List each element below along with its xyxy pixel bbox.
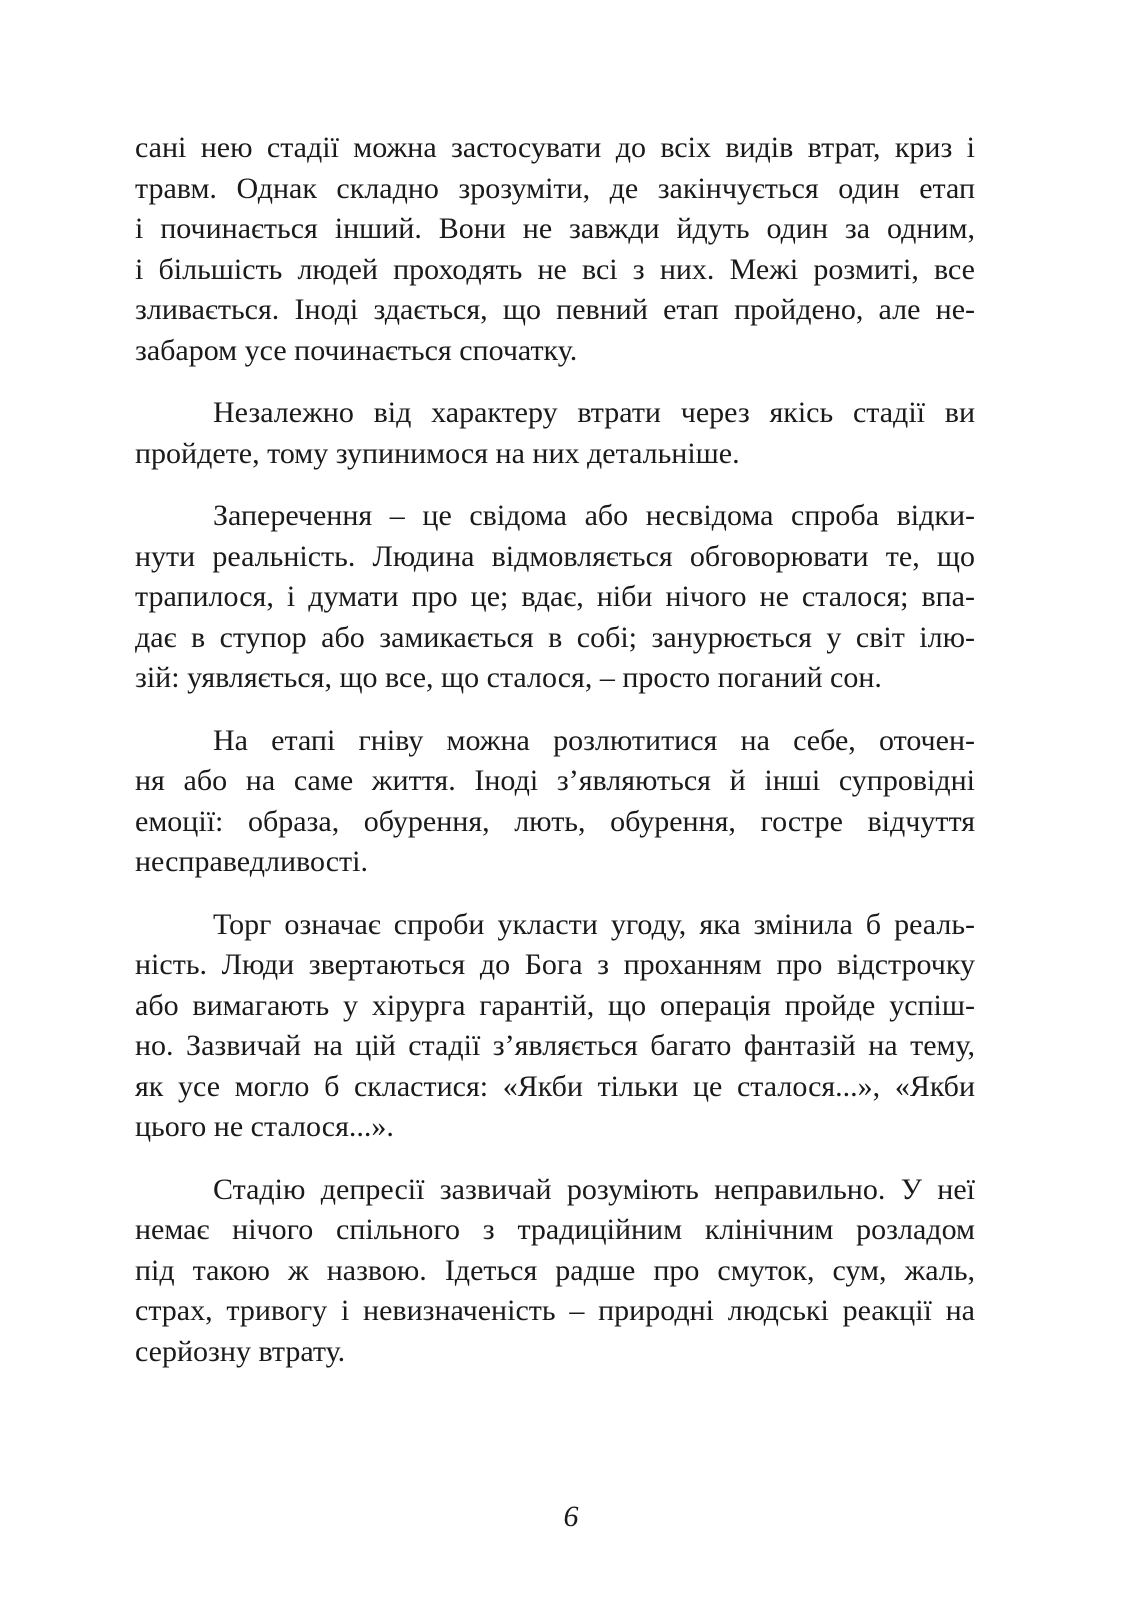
- paragraph-4: [135, 721, 975, 883]
- text-line: трапилося, і думати про це; вдає, ніби нічого не сталося; впа-: [135, 580, 975, 613]
- text-line: На етапі гніву можна розлютитися на себе, оточен-: [213, 723, 975, 757]
- paragraph-5: [135, 905, 975, 1148]
- text-line: забаром усе починається спочатку.: [135, 333, 578, 367]
- text-line: під такою ж назвою. Ідеться радше про смуток, сум, жаль,: [135, 1253, 975, 1287]
- text-line: і більшість людей проходять не всі з них. Межі розмиті, все: [135, 252, 975, 286]
- page-number: 6: [563, 1500, 579, 1533]
- text-line: серйозну втрату.: [135, 1334, 346, 1368]
- paragraph-2: [135, 393, 975, 474]
- text-line: ня або на саме життя. Іноді з’являються й інші супровідні: [135, 764, 975, 797]
- paragraph-3: [135, 496, 975, 699]
- text-line: но. Зазвичай на цій стадії з’являється багато фантазій на тему,: [135, 1029, 975, 1062]
- text-line: Стадію депресії зазвичай розуміють неправильно. У неї: [213, 1172, 975, 1206]
- text-line: зій: уявляється, що все, що сталося, – просто поганий сон.: [135, 661, 882, 694]
- text-line: цього не сталося...».: [135, 1110, 394, 1143]
- paragraph-6: [135, 1170, 975, 1373]
- text-line: нути реальність. Людина відмовляється обговорювати те, що: [135, 539, 975, 573]
- text-line: сані нею стадії можна застосувати до всіх видів втрат, криз і: [135, 131, 975, 164]
- body-text: [135, 128, 975, 1394]
- text-line: ність. Люди звертаються до Бога з проханням про відстрочку: [135, 948, 975, 981]
- text-line: емоції: образа, обурення, лють, обурення, гостре відчуття: [135, 804, 975, 838]
- text-line: Заперечення – це свідома або несвідома спроба відки-: [213, 499, 975, 532]
- text-line: зливається. Іноді здається, що певний етап пройдено, але не-: [135, 293, 975, 326]
- text-line: немає нічого спільного з традиційним клінічним розладом: [135, 1213, 975, 1246]
- text-line: Торг означає спроби укласти угоду, яка змінила б реаль-: [213, 907, 975, 941]
- text-line: пройдете, тому зупинимося на них детальніше.: [135, 436, 740, 470]
- text-line: несправедливості.: [135, 845, 368, 878]
- text-line: страх, тривогу і невизначеність – природні людські реакції на: [135, 1294, 975, 1327]
- text-line: або вимагають у хірурга гарантій, що операція пройде успіш-: [135, 988, 975, 1022]
- text-line: Незалежно від характеру втрати через якісь стадії ви: [213, 396, 975, 429]
- text-line: травм. Однак складно зрозуміти, де закінчується один етап: [135, 171, 975, 205]
- paragraph-1: [135, 128, 975, 371]
- text-line: як усе могло б скластися: «Якби тільки це сталося...», «Якби: [135, 1069, 975, 1103]
- text-line: дає в ступор або замикається в собі; занурюється у світ ілю-: [135, 620, 975, 654]
- text-line: і починається інший. Вони не завжди йдуть один за одним,: [135, 212, 975, 245]
